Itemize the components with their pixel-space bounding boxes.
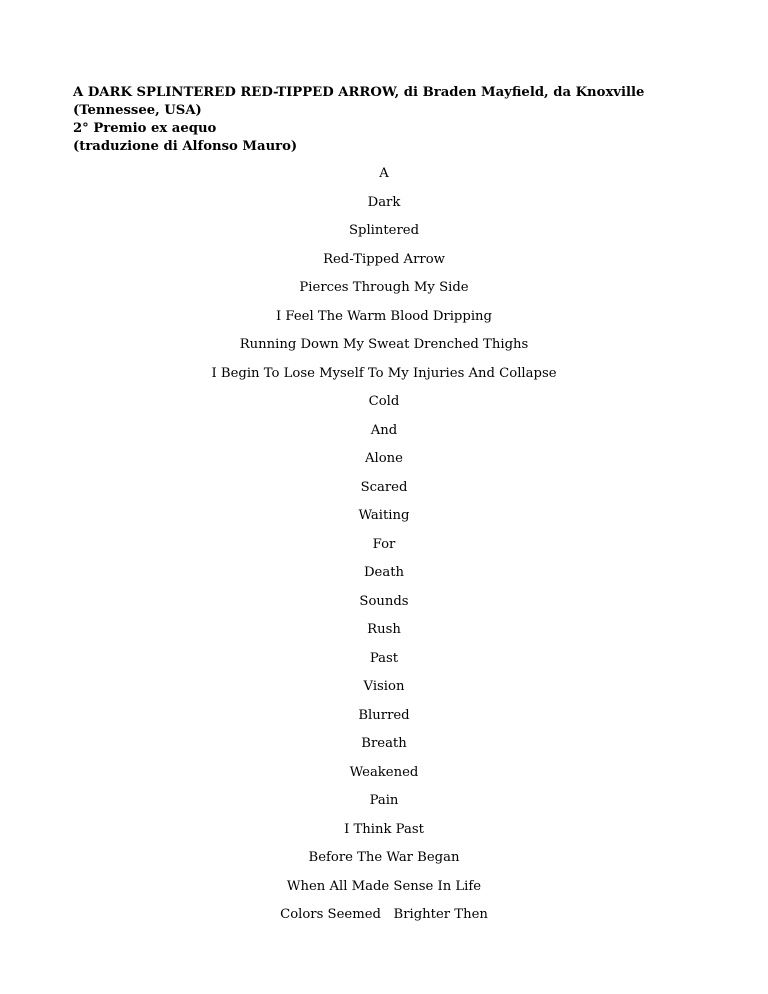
poem-line: Sounds [359, 593, 409, 609]
poem-line: Blurred [358, 707, 410, 723]
poem-line: Alone [365, 451, 403, 466]
poem-line: Running Down My Sweat Drenched Thighs [239, 337, 529, 352]
poem-line: I Begin To Lose Myself To My Injuries And Collapse [211, 365, 557, 381]
document-header [73, 84, 713, 156]
poem-location-line: (Tennessee, USA) [73, 103, 202, 118]
poem-line: Red-Tipped Arrow [323, 251, 445, 267]
poem-line: When All Made Sense In Life [286, 878, 482, 894]
poem-line: Pierces Through My Side [299, 280, 469, 295]
poem-line: I Feel The Warm Blood Dripping [276, 308, 492, 324]
poem-line: Waiting [358, 508, 410, 523]
poem-line: Colors Seemed Brighter Then [280, 907, 488, 922]
poem-line: For [372, 536, 396, 552]
poem-line: Dark [367, 194, 401, 210]
poem-line: And [370, 422, 398, 438]
poem-line: Weakened [349, 764, 419, 780]
poem-line: A [379, 166, 389, 181]
poem-title-line: A DARK SPLINTERED RED-TIPPED ARROW, di Braden Mayfield, da Knoxville [73, 85, 645, 100]
poem-body [0, 160, 768, 930]
poem-line: Splintered [348, 223, 420, 238]
poem-line: Before The War Began [308, 850, 460, 865]
poem-line: Rush [367, 622, 401, 637]
poem-award-line: 2° Premio ex aequo [73, 121, 217, 136]
poem-line: Vision [363, 679, 405, 694]
poem-line: Breath [361, 736, 407, 751]
poem-line: Past [369, 650, 399, 666]
poem-line: Scared [360, 479, 408, 495]
poem-line: Death [363, 565, 405, 580]
poem-line: Cold [368, 394, 400, 409]
poem-translator-line: (traduzione di Alfonso Mauro) [73, 139, 298, 154]
poem-line: I Think Past [344, 821, 424, 837]
poem-line: Pain [369, 793, 399, 808]
